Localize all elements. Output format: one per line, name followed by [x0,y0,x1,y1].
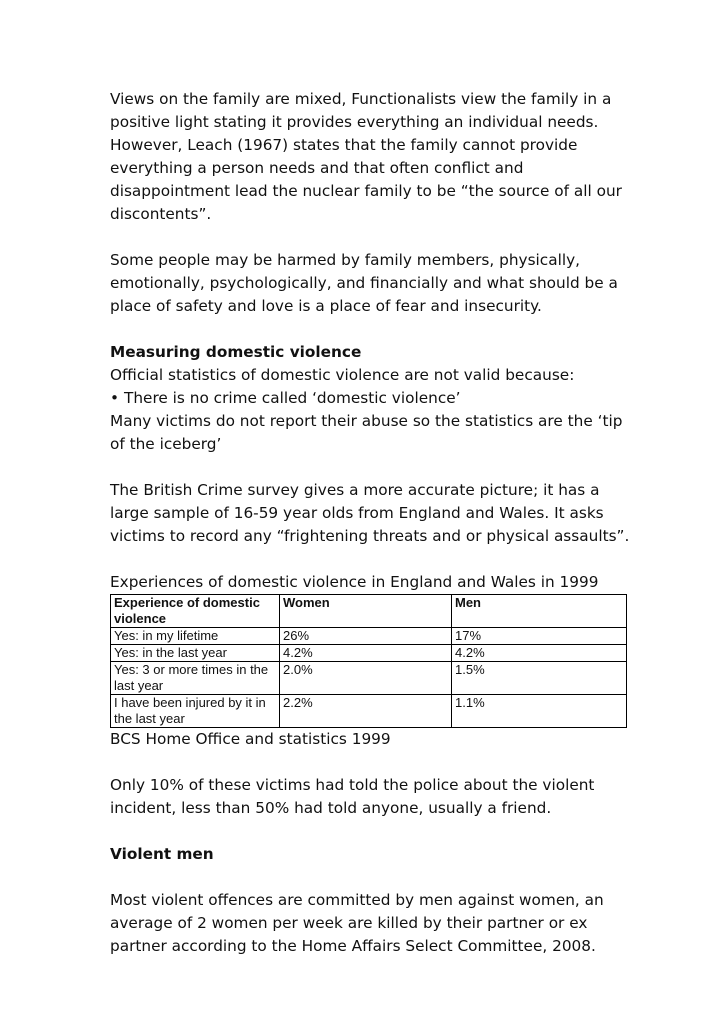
row-label: Yes: in my lifetime [111,628,280,645]
women-value: 2.2% [280,695,452,728]
table-row [111,645,627,662]
measuring-heading: Measuring domestic violence [110,343,362,361]
women-value: 4.2% [280,645,452,662]
table-caption: Experiences of domestic violence in England and Wales in 1999 [110,573,599,591]
table-header-row [111,595,627,628]
table-row [111,662,627,695]
measuring-lead: Official statistics of domestic violence are not valid because: [110,366,575,384]
header-experience: Experience of domestic violence [111,595,280,628]
row-label: I have been injured by it in the last year [111,695,280,728]
violence-table [110,594,627,728]
violent-men-heading: Violent men [110,845,214,863]
row-label: Yes: 3 or more times in the last year [111,662,280,695]
table-row [111,695,627,728]
table-source: BCS Home Office and statistics 1999 [110,730,391,748]
measuring-followup: Many victims do not report their abuse so the statistics are the ‘tip of the iceberg’ [110,412,623,453]
women-value: 26% [280,628,452,645]
header-women: Women [280,595,452,628]
men-value: 1.1% [452,695,627,728]
bcs-paragraph: The British Crime survey gives a more accurate picture; it has a large sample of 16-59 year olds from England and Wales. It asks victims to record any “frightening threats and or physical assaults”. [110,481,630,545]
women-value: 2.0% [280,662,452,695]
document-page [110,88,630,958]
bullet-text: There is no crime called ‘domestic violence’ [124,389,461,407]
header-men: Men [452,595,627,628]
bullet-icon: • [110,389,120,407]
men-value: 4.2% [452,645,627,662]
table-row [111,628,627,645]
violent-men-paragraph: Most violent offences are committed by men against women, an average of 2 women per week are killed by their partner or ex partner according to the Home Affairs Select Committee, 2008. [110,891,604,955]
intro-paragraph: Views on the family are mixed, Functionalists view the family in a positive light stating it provides everything an individual needs. However, Leach (1967) states that the family cannot provide everything a person needs and that often conflict and disappointment lead the nuclear family to be “the source of all our discontents”. [110,90,622,223]
harm-paragraph: Some people may be harmed by family members, physically, emotionally, psychologically, and financially and what should be a place of safety and love is a place of fear and insecurity. [110,251,618,315]
men-value: 1.5% [452,662,627,695]
men-value: 17% [452,628,627,645]
row-label: Yes: in the last year [111,645,280,662]
police-paragraph: Only 10% of these victims had told the police about the violent incident, less than 50% had told anyone, usually a friend. [110,776,595,817]
bullet-item [110,387,630,410]
